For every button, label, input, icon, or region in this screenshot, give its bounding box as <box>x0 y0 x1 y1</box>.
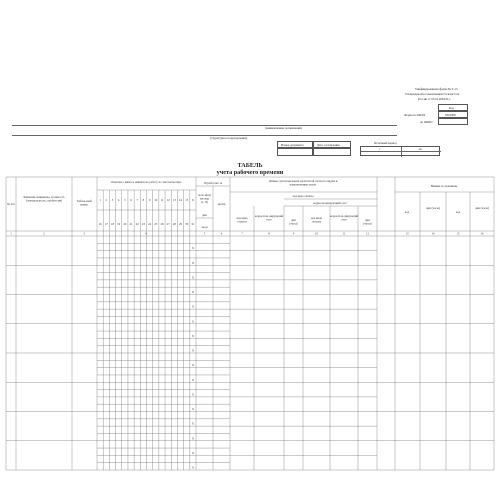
col-num-header: № п/п <box>7 202 15 206</box>
corr-account-sub2: счет <box>341 217 347 222</box>
col-payroll-header: Данные для начисления заработной платы по видам и <box>268 179 338 183</box>
x-mark: X <box>191 450 194 455</box>
col-name-header: Фамилия, инициалы, должность <box>23 195 65 199</box>
day-number-top: 7 <box>136 198 138 202</box>
day-number-bottom: 20 <box>123 222 127 226</box>
column-number: 11 <box>342 231 346 236</box>
dept-caption: (структурное подразделение) <box>210 136 248 140</box>
okpo-label: по ОКПО <box>420 120 433 124</box>
form-line2: Утверждена Постановлением Госкомстата <box>405 92 460 96</box>
day-number-bottom: 29 <box>179 222 183 226</box>
corr-account-sub1: корреспон-дирующий <box>254 214 284 218</box>
worked-month-header: месяц <box>217 202 226 206</box>
pay-type-code-header: код вида оплаты <box>292 194 314 198</box>
col-tab-header: Табель-ный <box>76 199 92 203</box>
day-number-top: 13 <box>172 198 176 202</box>
day-number-bottom: 24 <box>148 222 152 226</box>
column-number: 2 <box>43 231 45 236</box>
column-number: 5 <box>203 231 206 236</box>
day-number-bottom: 18 <box>110 222 114 226</box>
day-number-top: 1 <box>99 198 101 202</box>
worked-half-header: (I, II) <box>201 199 208 204</box>
day-number-bottom: 25 <box>154 222 158 226</box>
pay-code-sub2: оплаты <box>311 219 322 224</box>
column-number: 7 <box>241 231 243 236</box>
day-number-top: 4 <box>117 198 120 202</box>
column-number: 12 <box>366 231 369 236</box>
day-number-top: 15 <box>185 198 189 202</box>
day-number-top: 9 <box>148 198 151 202</box>
x-mark: X <box>191 392 194 397</box>
days-hours-sub1: (часы) <box>289 221 298 226</box>
corr-account-sub2: корреспон-дирующий <box>329 214 359 218</box>
doc-number-label: Номер документа <box>281 143 304 147</box>
x-mark: X <box>191 407 194 412</box>
column-number: 6 <box>220 231 223 236</box>
document-subtitle: учета рабочего времени <box>216 169 284 176</box>
col-name-header: (специальность, профессия) <box>26 198 62 203</box>
x-mark: X <box>191 363 194 368</box>
day-number-top: 6 <box>130 198 132 202</box>
day-number-top: X <box>191 198 194 202</box>
form-line1: Унифицированная форма № Т-13 <box>415 87 458 91</box>
document-title: ТАБЕЛЬ <box>237 162 263 169</box>
day-number-top: 10 <box>154 198 158 202</box>
day-number-bottom: 16 <box>98 222 102 226</box>
absence-code-1: код <box>404 210 410 214</box>
x-mark: X <box>191 275 194 280</box>
x-mark: X <box>191 260 194 265</box>
day-number-top: 3 <box>111 198 114 202</box>
column-number: 1 <box>10 231 12 236</box>
day-number-bottom: 27 <box>166 222 170 226</box>
period-to-label: по <box>419 147 423 151</box>
day-number-bottom: 23 <box>141 222 145 226</box>
codes-label: Код <box>449 106 454 110</box>
pay-code-sub2: код вида <box>311 216 322 220</box>
column-number: 14 <box>431 231 435 236</box>
pay-code-sub1: код вида <box>236 216 248 220</box>
column-number: 13 <box>405 231 409 236</box>
worked-half-header: месяца <box>200 196 209 201</box>
corr-account-header: корреспондирующий счет <box>313 201 347 205</box>
okud-label: Форма по ОКУД <box>404 113 426 117</box>
day-number-top: 8 <box>142 198 145 202</box>
absence-days-hours-1: дни (часы) <box>426 206 440 210</box>
day-number-top: 12 <box>166 198 170 202</box>
x-mark: X <box>191 436 194 441</box>
x-mark: X <box>191 333 194 338</box>
day-number-top: 5 <box>124 198 126 202</box>
days-hours-sub2: (часы) <box>363 221 372 226</box>
pay-code-sub1: оплаты <box>237 219 247 224</box>
form-line3: России от 05.01.2004 № 1 <box>418 97 451 101</box>
column-number: 9 <box>292 231 295 236</box>
col-tab-header: номер <box>80 202 88 207</box>
x-mark: X <box>191 421 194 426</box>
col-marks-header: Отметки о явках и неявках на работу по числам месяца <box>110 180 182 184</box>
day-number-bottom: 28 <box>172 222 176 226</box>
day-number-bottom: 19 <box>117 222 121 226</box>
x-mark: X <box>191 304 194 309</box>
col-worked-header: Отработано за <box>203 181 223 185</box>
absence-days-hours-2: дни (часы) <box>475 206 489 210</box>
day-number-top: 11 <box>160 198 164 202</box>
days-hours-sub2: дни <box>365 218 370 222</box>
day-number-bottom: 22 <box>135 222 139 226</box>
x-mark: X <box>191 290 194 295</box>
org-caption: (наименование организации) <box>265 126 302 130</box>
day-number-bottom: 26 <box>160 222 164 226</box>
column-number: 3 <box>83 231 85 236</box>
column-number: 15 <box>456 231 460 236</box>
absence-code-2: код <box>455 210 461 214</box>
col-absence-header: Неявки по причинам <box>430 184 458 188</box>
x-mark: X <box>191 348 194 353</box>
days-hours-sub1: дни <box>291 218 296 222</box>
worked-half-header: поло-вину <box>197 193 212 197</box>
x-mark: X <box>191 246 194 251</box>
column-number: 4 <box>145 231 147 236</box>
x-mark: X <box>191 319 194 324</box>
period-from-label: с <box>379 147 381 151</box>
x-mark: X <box>191 377 194 382</box>
column-number: 10 <box>315 231 318 236</box>
day-number-bottom: 31 <box>191 222 195 226</box>
day-number-bottom: 30 <box>185 222 189 226</box>
day-number-top: 2 <box>105 198 108 202</box>
column-number: 8 <box>268 231 270 236</box>
worked-days-label: дни <box>202 213 207 217</box>
day-number-top: 14 <box>179 198 183 202</box>
worked-hours-label: часы <box>201 225 208 229</box>
doc-date-label: Дата составления <box>317 143 340 147</box>
corr-account-sub1: счет <box>266 217 272 222</box>
day-number-bottom: 17 <box>104 222 108 226</box>
x-mark: X <box>191 465 194 470</box>
period-label: Отчетный период <box>374 141 397 145</box>
day-number-bottom: 21 <box>129 222 133 226</box>
col-payroll-header: направлениям затрат <box>289 182 317 187</box>
okud-code: 0301008 <box>445 113 456 117</box>
column-number: 16 <box>480 231 484 236</box>
